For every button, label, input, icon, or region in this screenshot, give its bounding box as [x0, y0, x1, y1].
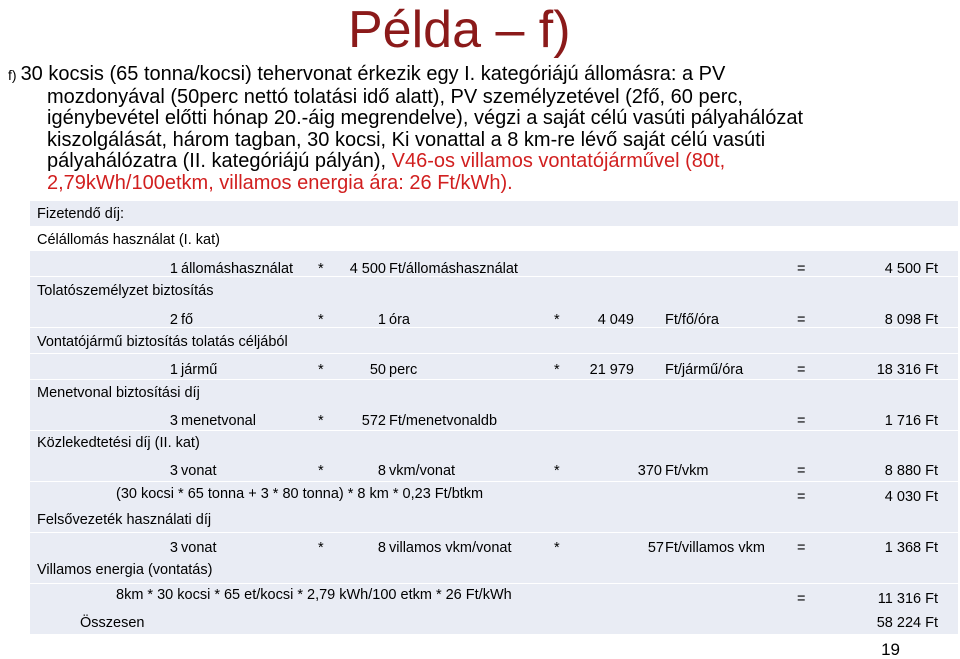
intro-line-5 — [8, 151, 938, 173]
loco-eq: = — [797, 362, 806, 378]
sum-label: Összesen — [80, 615, 145, 631]
overhead-q2: 8 — [377, 540, 386, 556]
traffic-unit: vonat — [181, 463, 217, 479]
intro-line-6: 2,79kWh/100etkm, villamos energia ára: 26 Ft/kWh). — [47, 171, 513, 194]
station-unit: állomáshasználat — [181, 261, 294, 277]
section-label-traffic: Közlekedtetési díj (II. kat) — [37, 435, 200, 451]
overhead-price-unit: Ft/villamos vkm — [665, 540, 765, 556]
overhead-op2: * — [554, 540, 560, 556]
intro-line-3: igénybevétel előtti hónap 20.-áig megrendelve), végzi a saját célú vasúti pályahálózat — [47, 107, 804, 129]
path-total: 1 716 Ft — [884, 413, 938, 429]
loco-unit: jármű — [181, 362, 218, 378]
overhead-q2-unit: villamos vkm/vonat — [389, 540, 512, 556]
loco-price: 21 979 — [589, 362, 634, 378]
path-price: 572 — [361, 413, 386, 429]
section-label-overhead-line: Felsővezeték használati díj — [37, 512, 212, 528]
path-op1: * — [318, 413, 324, 429]
crew-op2: * — [554, 312, 560, 328]
crew-price: 4 049 — [597, 312, 634, 328]
loco-op2: * — [554, 362, 560, 378]
overhead-eq: = — [797, 540, 806, 556]
overhead-unit: vonat — [181, 540, 217, 556]
path-qty: 3 — [169, 413, 178, 429]
band-header — [30, 201, 958, 226]
crew-q2-unit: óra — [389, 312, 410, 328]
intro-line-4: kiszolgálását, három tagban, 30 kocsi, Ki vonattal a 8 km-re lévő saját célú vasúti — [47, 128, 766, 151]
station-price: 4 500 — [349, 261, 386, 277]
loco-price-unit: Ft/jármű/óra — [665, 362, 744, 378]
station-price-unit: Ft/állomáshasználat — [389, 261, 518, 277]
crew-eq: = — [797, 312, 806, 328]
crew-unit: fő — [181, 312, 194, 328]
traffic-eq: = — [797, 463, 806, 479]
crew-op1: * — [318, 312, 324, 328]
page-number: 19 — [881, 640, 900, 659]
loco-qty: 1 — [169, 362, 178, 378]
station-eq: = — [797, 261, 806, 277]
overhead-price: 57 — [647, 540, 664, 556]
fee-header: Fizetendő díj: — [37, 206, 125, 222]
loco-q2-unit: perc — [389, 362, 418, 378]
traffic-total: 8 880 Ft — [884, 463, 938, 479]
intro-paragraph — [8, 64, 938, 194]
section-label-energy: Villamos energia (vontatás) — [37, 562, 213, 578]
crew-qty: 2 — [169, 312, 178, 328]
crew-q2: 1 — [377, 312, 386, 328]
intro-line-1: 30 kocsis (65 tonna/kocsi) tehervonat érkezik egy I. kategóriájú állomásra: a PV — [20, 63, 726, 85]
crew-price-unit: Ft/fő/óra — [665, 312, 719, 328]
intro-line-2: mozdonyával (50perc nettó tolatási idő alatt), PV személyzetével (2fő, 60 perc, — [47, 85, 743, 108]
traffic-formula-total: 4 030 Ft — [884, 489, 938, 505]
energy-formula: 8km * 30 kocsi * 65 et/kocsi * 2,79 kWh/100 etkm * 26 Ft/kWh — [116, 587, 512, 603]
section-label-station: Célállomás használat (I. kat) — [37, 232, 220, 248]
intro-line-5-black: pályahálózatra (II. kategóriájú pályán), — [47, 150, 387, 172]
station-qty: 1 — [169, 261, 178, 277]
traffic-op2: * — [554, 463, 560, 479]
crew-total: 8 098 Ft — [884, 312, 938, 328]
loco-q2: 50 — [369, 362, 386, 378]
loco-total: 18 316 Ft — [876, 362, 938, 378]
intro-line-5-red: V46-os villamos vontatójárművel (80t, — [391, 150, 726, 172]
path-price-unit: Ft/menetvonaldb — [389, 413, 498, 429]
traffic-price: 370 — [637, 463, 662, 479]
traffic-formula-eq: = — [797, 489, 806, 505]
path-eq: = — [797, 413, 806, 429]
section-label-locomotive: Vontatójármű biztosítás tolatás céljából — [37, 334, 288, 350]
section-label-shunting-crew: Tolatószemélyzet biztosítás — [37, 283, 214, 299]
energy-total: 11 316 Ft — [877, 591, 938, 607]
section-label-path: Menetvonal biztosítási díj — [37, 385, 200, 401]
traffic-q2: 8 — [377, 463, 386, 479]
overhead-qty: 3 — [169, 540, 178, 556]
loco-op1: * — [318, 362, 324, 378]
sum-total: 58 224 Ft — [876, 615, 938, 631]
slide-title: Példa – f) — [348, 1, 571, 59]
traffic-q2-unit: vkm/vonat — [389, 463, 456, 479]
station-op: * — [318, 261, 324, 277]
traffic-qty: 3 — [169, 463, 178, 479]
traffic-formula: (30 kocsi * 65 tonna + 3 * 80 tonna) * 8 km * 0,23 Ft/btkm — [116, 486, 484, 502]
station-total: 4 500 Ft — [884, 261, 938, 277]
intro-prefix: f) — [8, 67, 17, 83]
overhead-op1: * — [318, 540, 324, 556]
path-unit: menetvonal — [181, 413, 256, 429]
overhead-total: 1 368 Ft — [884, 540, 938, 556]
band-16 — [30, 609, 958, 634]
energy-eq: = — [797, 591, 806, 607]
traffic-price-unit: Ft/vkm — [665, 463, 709, 479]
traffic-op1: * — [318, 463, 324, 479]
